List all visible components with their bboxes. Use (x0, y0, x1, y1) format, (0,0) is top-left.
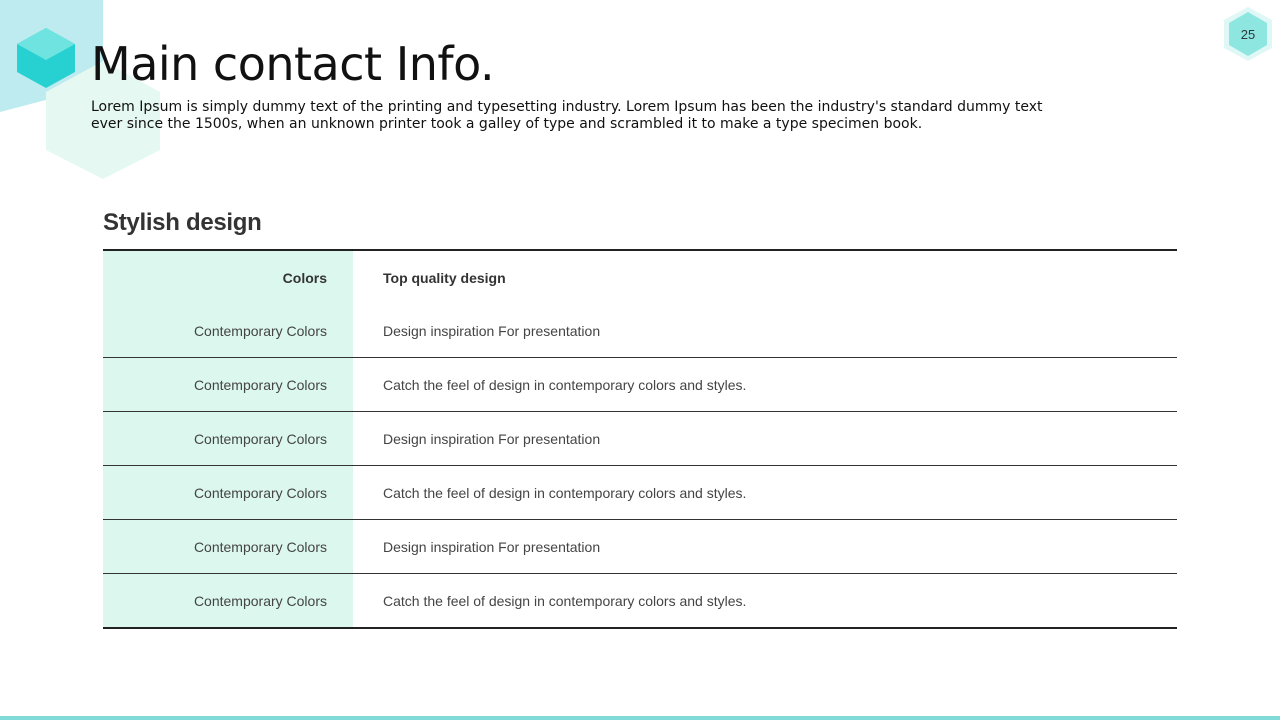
table-row (103, 358, 1177, 412)
row-description: Catch the feel of design in contemporary colors and styles. (353, 466, 1177, 520)
table-row (103, 304, 1177, 358)
row-description: Design inspiration For presentation (353, 520, 1177, 574)
row-description: Design inspiration For presentation (353, 412, 1177, 466)
row-label: Contemporary Colors (103, 304, 353, 358)
table-row (103, 412, 1177, 466)
hexagon-decoration (0, 0, 170, 185)
design-table (103, 249, 1177, 629)
page-number: 25 (1240, 26, 1256, 42)
row-label: Contemporary Colors (103, 574, 353, 629)
page-number-badge (1222, 6, 1274, 62)
table-row (103, 520, 1177, 574)
table-header-row (103, 250, 1177, 304)
row-description: Catch the feel of design in contemporary colors and styles. (353, 358, 1177, 412)
row-label: Contemporary Colors (103, 412, 353, 466)
bottom-accent-line (0, 716, 1280, 720)
table-row (103, 574, 1177, 629)
header-top-quality-design: Top quality design (383, 269, 506, 286)
header-colors: Colors (103, 250, 353, 304)
row-label: Contemporary Colors (103, 520, 353, 574)
row-description: Catch the feel of design in contemporary colors and styles. (383, 592, 747, 609)
row-label: Contemporary Colors (103, 466, 353, 520)
intro-paragraph: Lorem Ipsum is simply dummy text of the printing and typesetting industry. Lorem Ipsum has been the industry's standard dummy text ever since the 1500s, when an unknown printer took a galley of type and scrambled it to make a type specimen book. (91, 99, 1043, 132)
row-description: Design inspiration For presentation (353, 304, 1177, 358)
section-subtitle: Stylish design (103, 209, 262, 236)
page-title: Main contact Info. (91, 37, 495, 91)
table-row (103, 466, 1177, 520)
row-label: Contemporary Colors (103, 358, 353, 412)
